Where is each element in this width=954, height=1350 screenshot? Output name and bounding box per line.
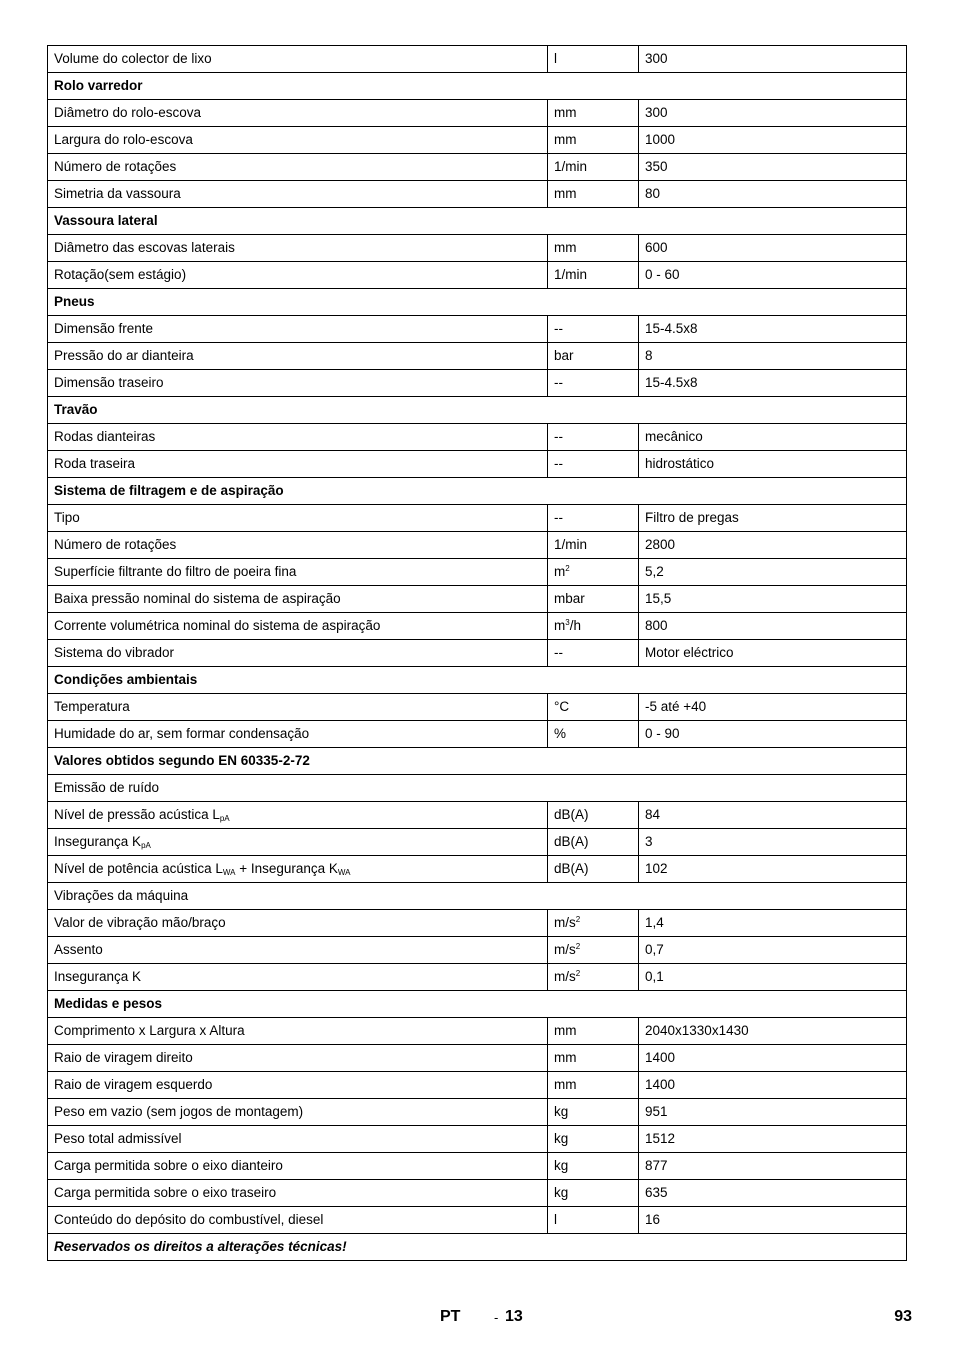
value-text: 877 bbox=[645, 1158, 668, 1173]
value-cell bbox=[639, 46, 907, 73]
table-row bbox=[48, 181, 907, 208]
section-title: Sistema de filtragem e de aspiração bbox=[54, 483, 284, 498]
value-text: 1000 bbox=[645, 132, 676, 147]
value-text: 16 bbox=[645, 1212, 661, 1227]
parameter-label: Temperatura bbox=[54, 699, 130, 714]
parameter-label: Largura do rolo-escova bbox=[54, 132, 193, 147]
value-text: 1400 bbox=[645, 1077, 676, 1092]
value-text: 600 bbox=[645, 240, 668, 255]
value-text: 800 bbox=[645, 618, 668, 633]
unit-text: bar bbox=[554, 348, 574, 363]
value-cell bbox=[639, 559, 907, 586]
unit-cell bbox=[548, 721, 639, 748]
table-row bbox=[48, 532, 907, 559]
parameter-cell bbox=[48, 910, 548, 937]
parameter-label: Diâmetro do rolo-escova bbox=[54, 105, 202, 120]
unit-superscript: 2 bbox=[575, 969, 581, 978]
unit-cell bbox=[548, 262, 639, 289]
parameter-cell bbox=[48, 1045, 548, 1072]
parameter-label: Diâmetro das escovas laterais bbox=[54, 240, 235, 255]
value-cell bbox=[639, 100, 907, 127]
value-text: 102 bbox=[645, 861, 668, 876]
unit-text: mm bbox=[554, 1023, 577, 1038]
value-text: 0,7 bbox=[645, 942, 664, 957]
section-header-row bbox=[48, 991, 907, 1018]
unit-cell bbox=[548, 181, 639, 208]
local-page-number: 13 bbox=[505, 1308, 523, 1325]
unit-superscript: 3 bbox=[565, 618, 570, 627]
value-cell bbox=[639, 856, 907, 883]
parameter-label: Raio de viragem direito bbox=[54, 1050, 193, 1065]
parameter-cell bbox=[48, 46, 548, 73]
unit-cell bbox=[548, 613, 639, 640]
parameter-label: Carga permitida sobre o eixo traseiro bbox=[54, 1185, 277, 1200]
unit-text: mbar bbox=[554, 591, 585, 606]
unit-cell bbox=[548, 586, 639, 613]
value-text: 1400 bbox=[645, 1050, 676, 1065]
section-cell bbox=[48, 478, 907, 505]
unit-superscript: 2 bbox=[575, 915, 581, 924]
section-cell bbox=[48, 208, 907, 235]
parameter-label: Nível de pressão acústica L bbox=[54, 807, 220, 822]
unit-text: m/s bbox=[554, 942, 576, 957]
parameter-cell bbox=[48, 235, 548, 262]
table-row bbox=[48, 46, 907, 73]
value-cell bbox=[639, 829, 907, 856]
table-row bbox=[48, 640, 907, 667]
value-text: 3 bbox=[645, 834, 653, 849]
parameter-label: Dimensão traseiro bbox=[54, 375, 164, 390]
value-text: 300 bbox=[645, 51, 668, 66]
unit-cell bbox=[548, 127, 639, 154]
value-cell bbox=[639, 1153, 907, 1180]
table-row bbox=[48, 505, 907, 532]
parameter-subscript: WA bbox=[337, 868, 351, 877]
value-text: -5 até +40 bbox=[645, 699, 707, 714]
unit-text: -- bbox=[554, 510, 563, 525]
section-cell bbox=[48, 883, 907, 910]
section-title: Condições ambientais bbox=[54, 672, 198, 687]
unit-text: 1/min bbox=[554, 267, 588, 282]
unit-text: m/s bbox=[554, 969, 576, 984]
section-cell bbox=[48, 991, 907, 1018]
section-cell bbox=[48, 397, 907, 424]
unit-cell bbox=[548, 100, 639, 127]
parameter-cell bbox=[48, 1126, 548, 1153]
parameter-cell bbox=[48, 424, 548, 451]
unit-text: -- bbox=[554, 429, 563, 444]
parameter-label: Simetria da vassoura bbox=[54, 186, 181, 201]
parameter-cell bbox=[48, 694, 548, 721]
parameter-label: Conteúdo do depósito do combustível, diesel bbox=[54, 1212, 324, 1227]
unit-cell bbox=[548, 370, 639, 397]
value-cell bbox=[639, 964, 907, 991]
parameter-label-cont: + Insegurança K bbox=[235, 861, 338, 876]
parameter-cell bbox=[48, 262, 548, 289]
table-row bbox=[48, 802, 907, 829]
section-title: Vassoura lateral bbox=[54, 213, 158, 228]
table-row bbox=[48, 694, 907, 721]
table-row bbox=[48, 721, 907, 748]
table-row bbox=[48, 586, 907, 613]
parameter-cell bbox=[48, 802, 548, 829]
value-text: Motor eléctrico bbox=[645, 645, 734, 660]
unit-cell bbox=[548, 1099, 639, 1126]
unit-text: m bbox=[554, 618, 566, 633]
unit-text: dB(A) bbox=[554, 861, 589, 876]
parameter-label: Humidade do ar, sem formar condensação bbox=[54, 726, 310, 741]
value-cell bbox=[639, 316, 907, 343]
value-text: 0,1 bbox=[645, 969, 664, 984]
parameter-label: Insegurança K bbox=[54, 969, 142, 984]
parameter-subscript: pA bbox=[141, 841, 151, 850]
value-cell bbox=[639, 1045, 907, 1072]
parameter-cell bbox=[48, 964, 548, 991]
section-header-row bbox=[48, 748, 907, 775]
unit-cell bbox=[548, 343, 639, 370]
table-footnote-row bbox=[48, 1234, 907, 1261]
value-text: 15-4.5x8 bbox=[645, 321, 698, 336]
parameter-label: Número de rotações bbox=[54, 159, 177, 174]
value-text: 300 bbox=[645, 105, 668, 120]
parameter-cell bbox=[48, 343, 548, 370]
section-cell bbox=[48, 73, 907, 100]
section-header-row bbox=[48, 208, 907, 235]
value-cell bbox=[639, 532, 907, 559]
table-row bbox=[48, 613, 907, 640]
unit-cell bbox=[548, 1153, 639, 1180]
value-cell bbox=[639, 1180, 907, 1207]
technical-data-table bbox=[47, 45, 907, 1261]
parameter-cell bbox=[48, 154, 548, 181]
section-cell bbox=[48, 748, 907, 775]
section-header-row bbox=[48, 73, 907, 100]
parameter-cell bbox=[48, 370, 548, 397]
parameter-cell bbox=[48, 1207, 548, 1234]
parameter-cell bbox=[48, 586, 548, 613]
unit-cell bbox=[548, 316, 639, 343]
unit-text: 1/min bbox=[554, 159, 588, 174]
section-title: Rolo varredor bbox=[54, 78, 143, 93]
unit-cell bbox=[548, 1072, 639, 1099]
value-text: 1,4 bbox=[645, 915, 664, 930]
subsection-row bbox=[48, 883, 907, 910]
unit-cell bbox=[548, 1045, 639, 1072]
unit-text: mm bbox=[554, 105, 577, 120]
section-title: Travão bbox=[54, 402, 98, 417]
value-text: 15,5 bbox=[645, 591, 672, 606]
parameter-label: Peso em vazio (sem jogos de montagem) bbox=[54, 1104, 304, 1119]
parameter-label: Baixa pressão nominal do sistema de aspiração bbox=[54, 591, 341, 606]
parameter-label: Carga permitida sobre o eixo dianteiro bbox=[54, 1158, 283, 1173]
unit-text: 1/min bbox=[554, 537, 588, 552]
value-text: 5,2 bbox=[645, 564, 664, 579]
page-dash: - bbox=[494, 1310, 499, 1325]
section-header-row bbox=[48, 397, 907, 424]
section-header-row bbox=[48, 478, 907, 505]
parameter-label: Tipo bbox=[54, 510, 80, 525]
unit-text: kg bbox=[554, 1104, 569, 1119]
value-text: 951 bbox=[645, 1104, 668, 1119]
subsection-title: Emissão de ruído bbox=[54, 780, 160, 795]
parameter-cell bbox=[48, 1153, 548, 1180]
section-title: Medidas e pesos bbox=[54, 996, 163, 1011]
parameter-cell bbox=[48, 451, 548, 478]
parameter-cell bbox=[48, 316, 548, 343]
parameter-cell bbox=[48, 829, 548, 856]
unit-cell bbox=[548, 829, 639, 856]
table-row bbox=[48, 559, 907, 586]
value-text: 350 bbox=[645, 159, 668, 174]
value-cell bbox=[639, 181, 907, 208]
unit-text: dB(A) bbox=[554, 807, 589, 822]
parameter-cell bbox=[48, 181, 548, 208]
unit-cell bbox=[548, 1126, 639, 1153]
parameter-cell bbox=[48, 127, 548, 154]
value-text: hidrostático bbox=[645, 456, 715, 471]
value-cell bbox=[639, 235, 907, 262]
section-cell bbox=[48, 289, 907, 316]
unit-cell bbox=[548, 46, 639, 73]
page-number: 93 bbox=[894, 1308, 912, 1325]
value-cell bbox=[639, 505, 907, 532]
subsection-row bbox=[48, 775, 907, 802]
unit-text: l bbox=[554, 51, 557, 66]
unit-text: m/s bbox=[554, 915, 576, 930]
parameter-label: Raio de viragem esquerdo bbox=[54, 1077, 213, 1092]
unit-cell bbox=[548, 532, 639, 559]
value-cell bbox=[639, 694, 907, 721]
value-cell bbox=[639, 721, 907, 748]
language-code: PT bbox=[440, 1308, 461, 1325]
value-text: 8 bbox=[645, 348, 653, 363]
parameter-cell bbox=[48, 721, 548, 748]
parameter-cell bbox=[48, 856, 548, 883]
parameter-label: Superfície filtrante do filtro de poeira fina bbox=[54, 564, 297, 579]
unit-cell bbox=[548, 424, 639, 451]
unit-text: kg bbox=[554, 1158, 569, 1173]
unit-text: mm bbox=[554, 186, 577, 201]
value-text: 15-4.5x8 bbox=[645, 375, 698, 390]
parameter-cell bbox=[48, 640, 548, 667]
unit-text: mm bbox=[554, 1050, 577, 1065]
parameter-cell bbox=[48, 1180, 548, 1207]
value-text: 2800 bbox=[645, 537, 676, 552]
value-cell bbox=[639, 1207, 907, 1234]
value-text: 635 bbox=[645, 1185, 668, 1200]
unit-cell bbox=[548, 154, 639, 181]
table-row bbox=[48, 154, 907, 181]
parameter-cell bbox=[48, 505, 548, 532]
unit-cell bbox=[548, 802, 639, 829]
value-text: Filtro de pregas bbox=[645, 510, 739, 525]
table-row bbox=[48, 1099, 907, 1126]
parameter-label: Roda traseira bbox=[54, 456, 136, 471]
parameter-label: Valor de vibração mão/braço bbox=[54, 915, 226, 930]
value-text: 2040x1330x1430 bbox=[645, 1023, 749, 1038]
section-title: Pneus bbox=[54, 294, 95, 309]
section-cell bbox=[48, 667, 907, 694]
footnote-text: Reservados os direitos a alterações técnicas! bbox=[54, 1239, 347, 1254]
unit-text: m bbox=[554, 564, 566, 579]
parameter-label: Número de rotações bbox=[54, 537, 177, 552]
section-header-row bbox=[48, 667, 907, 694]
section-header-row bbox=[48, 289, 907, 316]
unit-cell bbox=[548, 694, 639, 721]
parameter-cell bbox=[48, 100, 548, 127]
parameter-label: Sistema do vibrador bbox=[54, 645, 175, 660]
unit-text: -- bbox=[554, 321, 563, 336]
value-cell bbox=[639, 1126, 907, 1153]
table-row bbox=[48, 1153, 907, 1180]
unit-cell bbox=[548, 559, 639, 586]
value-cell bbox=[639, 586, 907, 613]
table-row bbox=[48, 829, 907, 856]
unit-text: mm bbox=[554, 1077, 577, 1092]
value-cell bbox=[639, 1099, 907, 1126]
parameter-label: Corrente volumétrica nominal do sistema de aspiração bbox=[54, 618, 381, 633]
value-text: 80 bbox=[645, 186, 661, 201]
parameter-label: Nível de potência acústica L bbox=[54, 861, 223, 876]
table-row bbox=[48, 964, 907, 991]
unit-text: mm bbox=[554, 240, 577, 255]
value-cell bbox=[639, 802, 907, 829]
table-row bbox=[48, 451, 907, 478]
section-cell bbox=[48, 1234, 907, 1261]
unit-cell bbox=[548, 1207, 639, 1234]
unit-superscript: 2 bbox=[575, 942, 581, 951]
parameter-label: Insegurança K bbox=[54, 834, 142, 849]
table-row bbox=[48, 856, 907, 883]
table-row bbox=[48, 1126, 907, 1153]
table-row bbox=[48, 262, 907, 289]
value-text: 1512 bbox=[645, 1131, 676, 1146]
unit-text: °C bbox=[554, 699, 570, 714]
table-row bbox=[48, 937, 907, 964]
parameter-cell bbox=[48, 1072, 548, 1099]
parameter-label: Assento bbox=[54, 942, 103, 957]
unit-cell bbox=[548, 910, 639, 937]
value-cell bbox=[639, 154, 907, 181]
unit-text-cont: /h bbox=[569, 618, 581, 633]
parameter-label: Rotação(sem estágio) bbox=[54, 267, 187, 282]
value-cell bbox=[639, 451, 907, 478]
unit-cell bbox=[548, 937, 639, 964]
unit-text: kg bbox=[554, 1131, 569, 1146]
unit-text: -- bbox=[554, 645, 563, 660]
unit-cell bbox=[548, 640, 639, 667]
parameter-cell bbox=[48, 613, 548, 640]
value-cell bbox=[639, 127, 907, 154]
unit-superscript: 2 bbox=[565, 564, 570, 573]
table-row bbox=[48, 1180, 907, 1207]
unit-cell bbox=[548, 235, 639, 262]
table-row bbox=[48, 1072, 907, 1099]
table-row bbox=[48, 370, 907, 397]
unit-cell bbox=[548, 451, 639, 478]
unit-cell bbox=[548, 505, 639, 532]
section-cell bbox=[48, 775, 907, 802]
parameter-label: Comprimento x Largura x Altura bbox=[54, 1023, 245, 1038]
value-text: mecânico bbox=[645, 429, 703, 444]
parameter-label: Peso total admissível bbox=[54, 1131, 182, 1146]
value-cell bbox=[639, 262, 907, 289]
unit-text: mm bbox=[554, 132, 577, 147]
parameter-cell bbox=[48, 1099, 548, 1126]
table-row bbox=[48, 1207, 907, 1234]
subsection-title: Vibrações da máquina bbox=[54, 888, 189, 903]
table-row bbox=[48, 424, 907, 451]
table-row bbox=[48, 127, 907, 154]
table-row bbox=[48, 100, 907, 127]
unit-cell bbox=[548, 1180, 639, 1207]
parameter-cell bbox=[48, 532, 548, 559]
parameter-cell bbox=[48, 559, 548, 586]
value-cell bbox=[639, 910, 907, 937]
table-row bbox=[48, 235, 907, 262]
value-cell bbox=[639, 370, 907, 397]
value-cell bbox=[639, 424, 907, 451]
unit-text: l bbox=[554, 1212, 557, 1227]
value-cell bbox=[639, 613, 907, 640]
section-title: Valores obtidos segundo EN 60335-2-72 bbox=[54, 753, 310, 768]
unit-text: kg bbox=[554, 1185, 569, 1200]
value-cell bbox=[639, 1072, 907, 1099]
unit-text: dB(A) bbox=[554, 834, 589, 849]
parameter-cell bbox=[48, 937, 548, 964]
parameter-label: Dimensão frente bbox=[54, 321, 154, 336]
value-cell bbox=[639, 640, 907, 667]
value-text: 0 - 90 bbox=[645, 726, 680, 741]
parameter-subscript: WA bbox=[222, 868, 236, 877]
table-row bbox=[48, 1045, 907, 1072]
value-cell bbox=[639, 1018, 907, 1045]
parameter-subscript: pA bbox=[219, 814, 230, 823]
table-row bbox=[48, 343, 907, 370]
unit-text: -- bbox=[554, 456, 563, 471]
unit-text: -- bbox=[554, 375, 563, 390]
unit-cell bbox=[548, 964, 639, 991]
unit-text: % bbox=[554, 726, 567, 741]
table-row bbox=[48, 910, 907, 937]
value-cell bbox=[639, 343, 907, 370]
unit-cell bbox=[548, 856, 639, 883]
parameter-label: Rodas dianteiras bbox=[54, 429, 156, 444]
parameter-cell bbox=[48, 1018, 548, 1045]
value-text: 0 - 60 bbox=[645, 267, 680, 282]
value-text: 84 bbox=[645, 807, 661, 822]
value-cell bbox=[639, 937, 907, 964]
table-row bbox=[48, 316, 907, 343]
parameter-label: Pressão do ar dianteira bbox=[54, 348, 194, 363]
table-row bbox=[48, 1018, 907, 1045]
parameter-label: Volume do colector de lixo bbox=[54, 51, 212, 66]
unit-cell bbox=[548, 1018, 639, 1045]
